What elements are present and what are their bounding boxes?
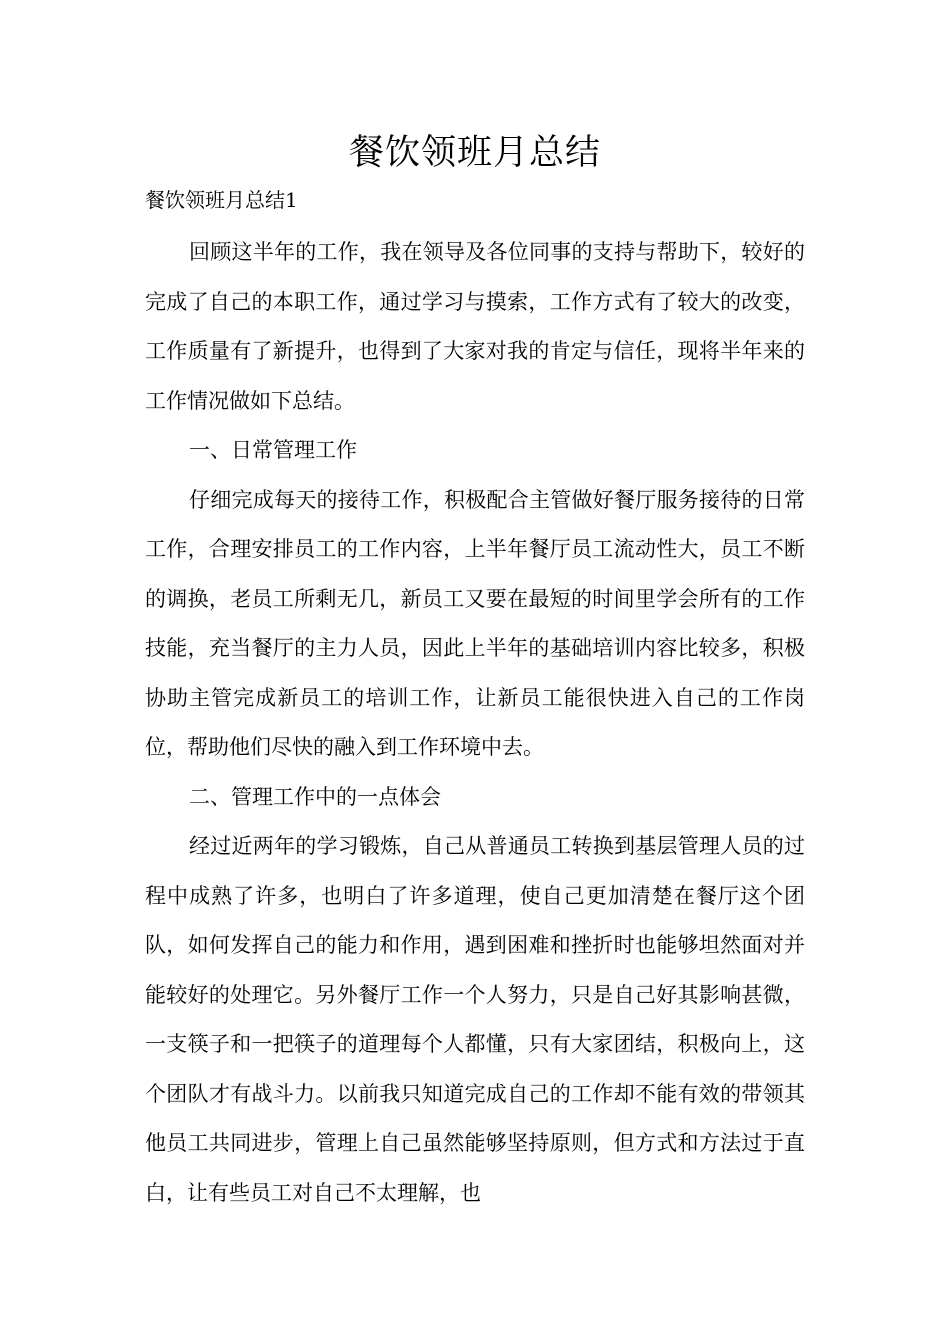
document-title: 餐饮领班月总结 — [348, 133, 601, 173]
paragraph-daily-management: 仔细完成每天的接待工作，积极配合主管做好餐厅服务接待的日常工作，合理安排员工的工作内容，上半年餐厅员工流动性大，员工不断的调换，老员工所剩无几，新员工又要在最短的时间里学会所有的工作技能，充当餐厅的主力人员，因此上半年的基础培训内容比较多，积极协助主管完成新员工的培训工作，让新员工能很快进入自己的工作岗位，帮助他们尽快的融入到工作环境中去。 — [145, 487, 805, 759]
document-body — [145, 228, 805, 1218]
paragraph-intro: 回顾这半年的工作，我在领导及各位同事的支持与帮助下，较好的完成了自己的本职工作，通过学习与摸索，工作方式有了较大的改变，工作质量有了新提升，也得到了大家对我的肯定与信任，现将半年来的工作情况做如下总结。 — [145, 240, 805, 413]
paragraph-management-experience: 经过近两年的学习锻炼，自己从普通员工转换到基层管理人员的过程中成熟了许多，也明白了许多道理，使自己更加清楚在餐厅这个团队，如何发挥自己的能力和作用，遇到困难和挫折时也能够坦然面对并能较好的处理它。另外餐厅工作一个人努力，只是自己好其影响甚微，一支筷子和一把筷子的道理每个人都懂，只有大家团结，积极向上，这个团队才有战斗力。以前我只知道完成自己的工作却不能有效的带领其他员工共同进步，管理上自己虽然能够坚持原则，但方式和方法过于直白，让有些员工对自己不太理解，也 — [145, 834, 805, 1205]
subheading-management-experience: 二、管理工作中的一点体会 — [189, 784, 441, 809]
section-heading: 餐饮领班月总结1 — [145, 188, 298, 212]
subheading-daily-management: 一、日常管理工作 — [189, 438, 357, 462]
